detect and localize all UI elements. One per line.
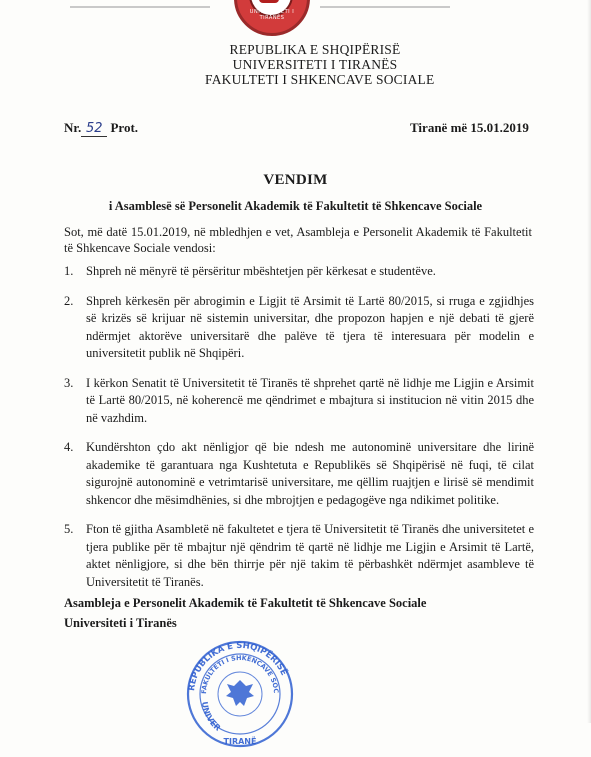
protocol-number xyxy=(64,120,138,137)
decision-item xyxy=(64,375,534,428)
decision-item xyxy=(64,521,534,591)
letterhead-line-2: UNIVERSITETI I TIRANËS xyxy=(232,57,398,72)
letterhead xyxy=(205,42,435,87)
document-subtitle: i Asamblesë së Personelit Akademik të Fakultetit të Shkencave Sociale xyxy=(108,199,483,213)
stamp-bottom-text: TIRANË xyxy=(223,737,257,746)
document-date: Tiranë më 15.01.2019 xyxy=(410,120,529,135)
decision-item-text: Kundërshton çdo akt nënligjor që bie ndesh me autonominë universitare dhe lirinë akademike të garantuara nga Kushtetuta e Republikës së Shqipërisë në fuqi, të cilat sigurojnë autonominë e vetrimtarisë universitare, me qëllim ruajtjen e lirisë së mendimit shkencor dhe mësimdhënies, si dhe mbrojtjen e pedagogëve nga ndikimet politike. xyxy=(86,440,534,507)
document-title: VENDIM xyxy=(263,172,328,188)
decision-item-text: Fton të gjitha Asambletë në fakultetet e tjera të Universitetit të Tiranës dhe universitetet e tjera publike për të mbajtur një qëndrim të qartë në lidhje me Ligjin e Arsimit të Lartë, aktet nënligjore, si dhe bën thirrje për një takim të përbashkët ndërmjet asambleve të Universitetit të Tiranës. xyxy=(86,522,534,589)
protocol-prefix: Nr. xyxy=(64,120,82,135)
decision-item xyxy=(64,263,534,281)
top-decor-line xyxy=(70,6,210,8)
decision-item-number: 3. xyxy=(64,375,74,390)
decision-item-text: Shpreh kërkesën për abrogimin e Ligjit të Arsimit të Lartë 80/2015, si rruga e zgjidhjes së krizës së krijuar në sistemin universitar, dhe propozon hapjen e një debati të gjerë ndërmjet aktorëve universitarë dhe palëve të tjera të interesuara për modelin e universitetit publik në Shqipëri. xyxy=(86,293,534,360)
decision-list xyxy=(64,263,534,603)
stamp-left-ring-text: UNIVER xyxy=(199,700,223,733)
top-decor-line xyxy=(320,6,450,8)
official-stamp xyxy=(180,632,300,752)
seal-text: UNIVERSITETI I TIRANËS xyxy=(249,9,295,21)
svg-text:UNIVER xyxy=(200,701,222,733)
stamp-inner-ring-text: FAKULTETI I SHKENCAVE SOC xyxy=(199,653,281,695)
stamp-ring-text: REPUBLIKA E SHQIPËRISË xyxy=(187,640,289,692)
letterhead-line-3: FAKULTETI I SHKENCAVE SOCIALE xyxy=(205,72,435,87)
decision-item-number: 1. xyxy=(64,264,74,278)
decision-item-text: Shpreh në mënyrë të përsëritur mbështetjen për kërkesat e studentëve. xyxy=(86,264,436,278)
decision-item-number: 2. xyxy=(64,293,74,308)
protocol-handwritten-number: 52 xyxy=(81,121,107,137)
decision-item xyxy=(64,293,534,363)
university-seal-logo xyxy=(234,0,310,36)
decision-item xyxy=(64,439,534,509)
decision-item-number: 5. xyxy=(64,522,74,536)
scan-edge xyxy=(587,0,591,723)
eagle-emblem-icon xyxy=(259,0,279,3)
letterhead-line-1: REPUBLIKA E SHQIPËRISË xyxy=(229,42,401,57)
protocol-suffix: Prot. xyxy=(110,120,139,135)
signature-university: Universiteti i Tiranës xyxy=(64,616,177,630)
signature-body: Asambleja e Personelit Akademik të Fakultetit të Shkencave Sociale xyxy=(64,596,427,610)
stamp-svg xyxy=(180,632,300,752)
decision-item-number: 4. xyxy=(64,440,74,454)
stamp-eagle-icon xyxy=(226,680,254,706)
decision-item-text: I kërkon Senatit të Universitetit të Tiranës të shprehet qartë në lidhje me Ligjin e Arsimit të Lartë 80/2015, në koherencë me qëndrimet e mbajtura si institucion në vitin 2015 dhe në vazhdim. xyxy=(86,375,534,425)
intro-paragraph: Sot, më datë 15.01.2019, në mbledhjen e vet, Asambleja e Personelit Akademik të Fakultetit të Shkencave Sociale vendosi: xyxy=(64,225,532,255)
